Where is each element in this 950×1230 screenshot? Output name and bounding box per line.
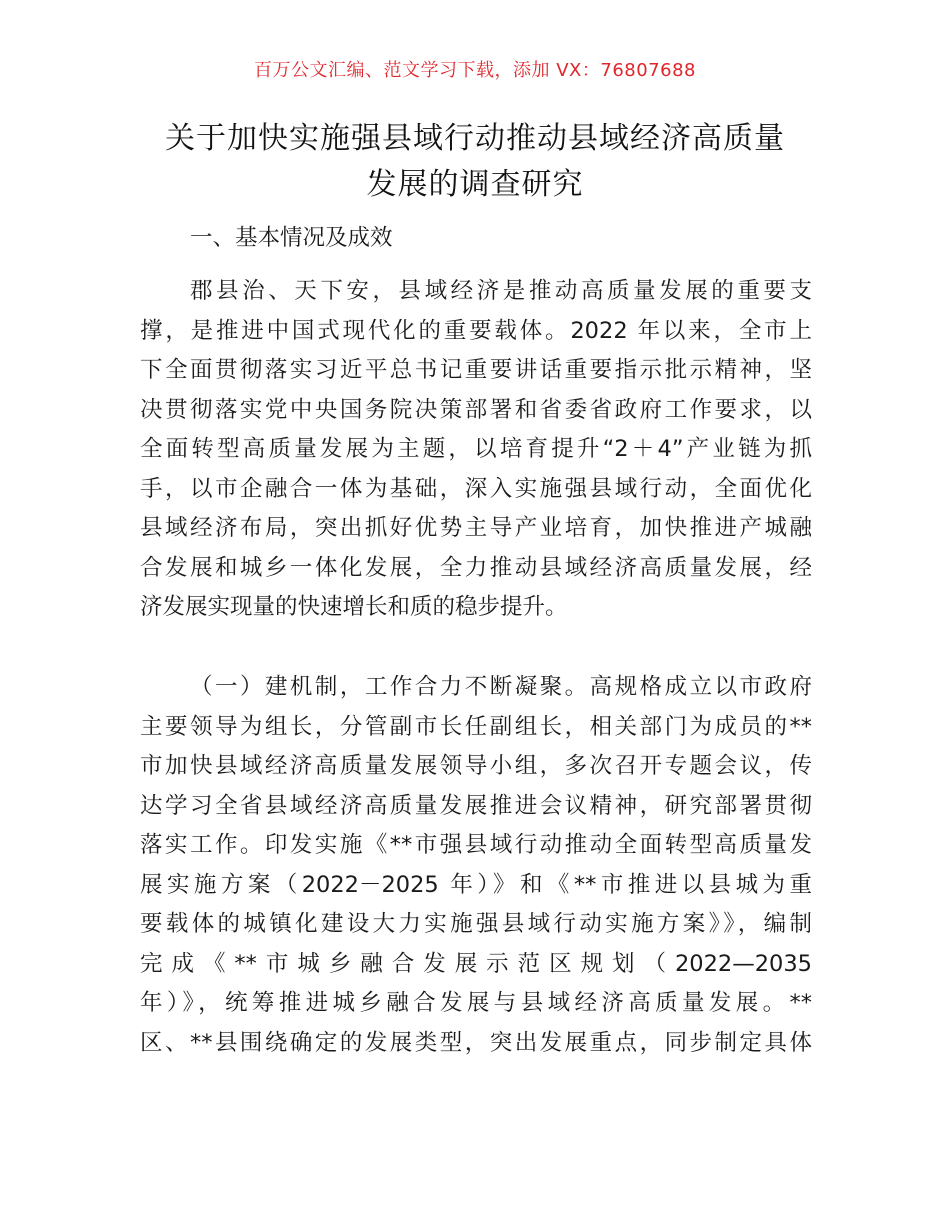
paragraph-line: 手，以市企融合一体为基础，深入实施强县域行动，全面优化 <box>140 475 812 502</box>
paragraph-line: 郡县治、天下安，县域经济是推动高质量发展的重要支 <box>190 278 812 304</box>
paragraph-line: 主要领导为组长，分管副市长任副组长，相关部门为成员的** <box>140 713 812 740</box>
title-line-1: 关于加快实施强县域行动推动县域经济高质量 <box>165 121 785 156</box>
paragraph-line: 年）》，统筹推进城乡融合发展与县域经济高质量发展。** <box>140 990 812 1016</box>
paragraph-line: 展实施方案（2022－2025 年）》和《**市推进以县城为重 <box>140 871 812 898</box>
paragraph-line: 济发展实现量的快速增长和质的稳步提升。 <box>140 594 568 620</box>
paragraph-line: 县域经济布局，突出抓好优势主导产业培育，加快推进产城融 <box>140 515 812 541</box>
paragraph-line: 要载体的城镇化建设大力实施强县域行动实施方案》》，编制 <box>140 911 812 937</box>
section-heading: 一、基本情况及成效 <box>190 225 393 251</box>
paragraph-line: 区、**县围绕确定的发展类型，突出发展重点，同步制定具体 <box>140 1029 812 1056</box>
paragraph-line: 下全面贯彻落实习近平总书记重要讲话重要指示批示精神，坚 <box>140 357 812 383</box>
title-line-2: 发展的调查研究 <box>366 167 584 202</box>
paragraph-1 <box>140 272 812 628</box>
paragraph-line: 全面转型高质量发展为主题，以培育提升“2＋4”产业链为抓 <box>140 436 812 462</box>
header-banner: 百万公文汇编、范文学习下载，添加 VX：76807688 <box>254 60 696 81</box>
paragraph-line: 达学习全省县域经济高质量发展推进会议精神，研究部署贯彻 <box>140 792 812 819</box>
paragraph-line: 合发展和城乡一体化发展，全力推动县域经济高质量发展，经 <box>140 554 812 581</box>
paragraph-line: 决贯彻落实党中央国务院决策部署和省委省政府工作要求，以 <box>140 396 812 423</box>
document-title <box>140 116 810 208</box>
paragraph-line: 完成《**市城乡融合发展示范区规划（2022—2035 <box>140 950 812 977</box>
paragraph-line: 市加快县域经济高质量发展领导小组，多次召开专题会议，传 <box>140 753 812 779</box>
paragraph-line: 落实工作。印发实施《**市强县域行动推动全面转型高质量发 <box>140 832 812 858</box>
paragraph-line: 撑，是推进中国式现代化的重要载体。2022 年以来，全市上 <box>140 317 812 344</box>
paragraph-2 <box>140 668 812 1063</box>
paragraph-line: （一）建机制，工作合力不断凝聚。高规格成立以市政府 <box>190 674 812 700</box>
